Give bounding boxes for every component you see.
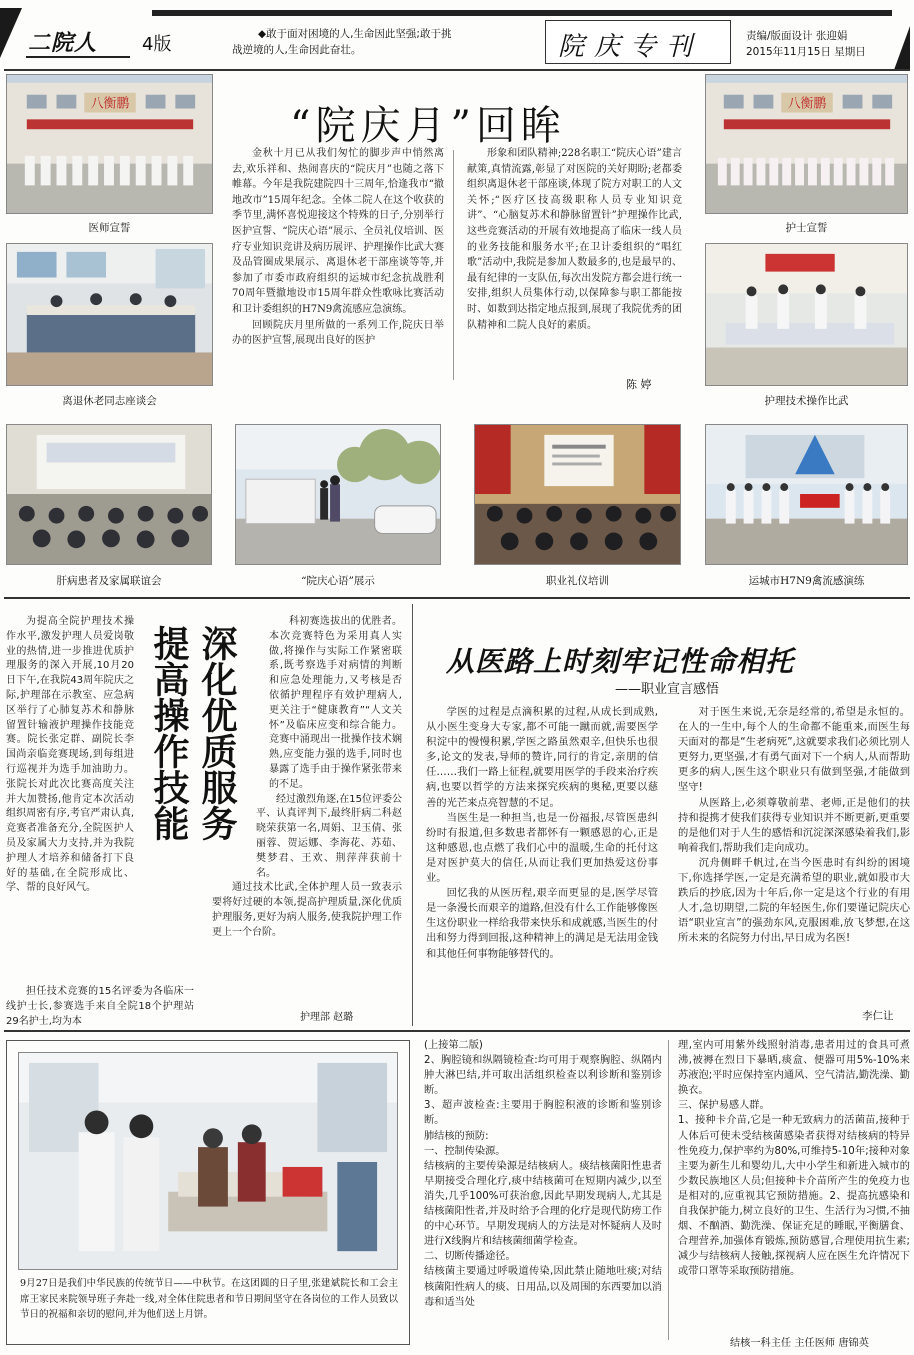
- tb-divider: [668, 1040, 669, 1340]
- caption-etiquette-training: 职业礼仪培训: [546, 575, 609, 587]
- caption-retirees-meeting: 离退休老同志座谈会: [62, 395, 157, 407]
- nursing-col-2-para: 科初赛选拔出的优胜者。本次竞赛特色为采用真人实做,将操作与实际工作紧密联系,既考察选手对病情的判断和应急处理能力,又考核是否依循护理程序有效护理病人,更关注于“健康教育”“人文关怀”及临床应变和综合能力。竞赛中涌现出一批操作技术娴熟,应变能力强的选手,同时也暴露了选手由于操作紧张带来的不足。: [269, 616, 402, 790]
- tb-col-2: 理,室内可用紫外线照射消毒,患者用过的食具可煮沸,被褥在烈日下暴晒,痰盒、便器可用5%-10%来苏液泡;平时应保持室内通风、空气清洁,勤洗澡、勤换衣。 三、保护易感人群。 1、接种卡介苗,它是一种无致病力的活菌苗,接种于人体后可使未受结核菌感染者获得对结核病的特异性免疫力,保护率约为80%,可维持5-10年;接种对象主要为新生儿和婴幼儿,大中小学生和新进入城市的少数民族地区人员;但接种卡介苗所产生的免疫力也是相对的,应重视其它预防措施。2、提高抗感染和自我保护能力,树立良好的卫生、生活行为习惯,不抽烟、不酗酒、勤洗澡、保证充足的睡眠,平衡膳食、合理营养,加强体育锻炼,预防感冒,合理使用抗生素;减少与结核病人接触,探视病人应在医生允许情况下或带口罩等采取预防措施。: [678, 1040, 910, 1278]
- caption-doctor-oath: 医师宣誓: [88, 222, 131, 234]
- svg-text:八衡鹏: 八衡鹏: [90, 96, 130, 112]
- feature-col-1: [232, 146, 444, 349]
- essay-col-2-para-3: 沉舟侧畔千帆过,在当今医患时有纠纷的困境下,你选择学医,一定是充满希望的职业,就如股市大跌后的抄底,因为十年后,你一定是这个行业的有用人才,急切期望,二院的年轻医生,你们要谨记院庆心语“职业宣言”的强劲东风,克服困难,放飞梦想,在这所未来的名院努力付出,早日成为名医!: [678, 856, 910, 945]
- feature-col-1-para: 金秋十月已从我们匆忙的脚步声中悄然离去,欢乐祥和、热闹喜庆的“院庆月”也随之落下帷幕。今年是我院建院四十三周年,恰逢我市“撤地改市”15周年纪念。全体二院人在这个收获的季节里,满怀喜悦迎接这个特殊的日子,分别举行医护宣誓、“院庆心语”展示、全员礼仪培训、医疗专业知识竞讲及病历展评、护理操作比武大赛及品管圈成果展示、离退休老干部座谈等等,并参加了市委市政府组织的运城市纪念抗战胜利70周年暨撤地设市15周年群众性歌咏比赛活动和卫计委组织的H7N9禽流感应急演练。: [232, 148, 444, 315]
- nursing-author: 护理部 赵璐: [300, 1012, 354, 1023]
- feature-col-1-para-2: 回顾院庆月里所做的一系列工作,院庆日举办的医护宣誓,展现出良好的医护: [232, 319, 444, 347]
- issue-date: 2015年11月15日 星期日: [746, 46, 866, 58]
- photo-h7n9-drill: [705, 424, 908, 565]
- nursing-col-1-para: 为提高全院护理技术操作水平,激发护理人员爱岗敬业的热情,进一步推进优质护理服务的深入开展,10月20日下午,在我院43周年院庆之际,护理部在示教室、应急病区举行了心肺复苏术和静脉留置针输液护理操作技能竞赛。院长张定群、副院长李国尚亲临竞赛现场,到每组进行巡视并为选手加油助力。张院长对此次比赛高度关注并大加赞扬,他肯定本次活动组织周密有序,考官严肃认真,竞赛者准备充分,全院医护人员及家属大力支持,并为我院护理人才培养和储备打下良好的基础,在全院形成比、学、帮的良好风气。: [6, 616, 134, 894]
- feature-author: 陈 婷: [626, 378, 652, 391]
- essay-col-1: [426, 705, 658, 962]
- photo-etiquette-training: [474, 424, 681, 565]
- essay-author: 李仁让: [862, 1010, 894, 1022]
- motto-line-2: 战逆境的人,生命因此奋壮。: [232, 44, 362, 56]
- photo-hospital-voices: [235, 424, 441, 565]
- nursing-col-1-continued: [6, 985, 194, 1029]
- photo-mid-autumn-visit: [18, 1052, 398, 1270]
- nursing-headline-1: 深化优质服务: [196, 625, 238, 841]
- essay-col-1-para: 学医的过程是点滴积累的过程,从成长到成熟,从小医生变身大专家,都不可能一蹴而就,需要医学积淀中的慢慢积累,学医之路虽然艰辛,但快乐也很多,论文的发表,导师的赞许,同行的肯定,亲朋的信任……我们一路上征程,就要用医学的手段来治疗疾病,也要以哲学的方法来探究疾病的奥秘,更要以慈善的光芒来点亮智慧的不足。: [426, 706, 658, 809]
- feature-col-2-para: 形象和团队精神;228名职工“院庆心语”建言献策,真情流露,彰显了对医院的关好期盼;老都委组织离退休老干部座谈,体现了院方对职工的人文关怀;“医疗区技高级职称人员专业知识竞讲”、“心脑复苏术和静脉留置针”护理操作比武,这些竞赛活动的开展有效地提高了临床一线人员的业务技能和服务水平;在卫计委组织的“唱红歌”活动中,我院是参加人数最多的,也是最早的、最有纪律的一支队伍,每次出发院方都会进行统一安排,组织人员集体行动,以保障参与职工都能按时、如数到达指定地点报到,展现了我院优秀的团队精神和二院人良好的素质。: [467, 148, 682, 331]
- nursing-col-1: [6, 615, 134, 896]
- nursing-headline-2: 提高操作技能: [148, 625, 190, 841]
- essay-col-1-para-2: 当医生是一种担当,也是一份福报,尽管医患纠纷时有报道,但多数患者都怀有一颗感恩的心,正是这种感恩,也点燃了我们心中的温暖,生命的托付这是对医护莫大的信任,从而让我们更加热爱这份事业。: [426, 811, 658, 885]
- corner-mark-right-icon: [894, 26, 910, 70]
- photo-nursing-contest: [705, 243, 908, 386]
- caption-patient-meeting: 肝病患者及家属联谊会: [56, 575, 162, 587]
- masthead-bottom-rule: [4, 69, 910, 71]
- section-rule-2: [4, 1030, 910, 1032]
- caption-h7n9-drill: 运城市H7N9禽流感演练: [748, 575, 865, 587]
- nursing-col-1-para-2: 担任技术竞赛的15名评委为各临床一线护士长,参赛选手来自全院18个护理站29名护士,均为本: [6, 986, 194, 1027]
- editor-credit: 责编/版面设计 张迎娟: [746, 30, 848, 42]
- feature-col-2: [467, 146, 682, 333]
- feature-title: “院庆月”回眸: [290, 103, 566, 149]
- nursing-col-2-para-3: 通过技术比武,全体护理人员一致表示要将好过硬的本领,提高护理质量,深化优质护理服务,更好为病人服务,使我院护理工作更上一个台阶。: [212, 882, 402, 938]
- motto-line-1: ◆敢于面对困境的人,生命因此坚强;敢于挑: [258, 28, 452, 40]
- caption-hospital-voices: “院庆心语”展示: [301, 575, 375, 587]
- photo-doctor-oath: [6, 74, 213, 214]
- essay-subtitle: ——职业宣言感悟: [615, 682, 720, 697]
- photo-retirees-meeting: [6, 243, 213, 386]
- essay-col-2-para-2: 从医路上,必须尊敬前辈、老师,正是他们的扶持和提携才使我们获得专业知识并不断更新,更重要的是他们对于人生的感悟和沉淀深深感染着我们,影响着我们,帮助我们走向成功。: [678, 796, 910, 854]
- essay-title: 从医路上时刻牢记性命相托: [446, 645, 795, 678]
- tb-author: 结核一科主任 主任医师 唐锦英: [730, 1338, 869, 1349]
- caption-nurse-oath: 护士宣誓: [785, 222, 828, 234]
- feature-divider: [453, 150, 454, 380]
- photo-nurse-oath: [705, 74, 908, 214]
- caption-nursing-contest: 护理技术操作比武: [764, 395, 849, 407]
- paper-name: 二院人: [28, 30, 98, 56]
- essay-col-1-para-3: 回忆我的从医历程,艰辛而更显的是,医学尽管是一条漫长而艰辛的道路,但没有什么工作能够像医生这份职业一样给我带来快乐和成就感,当医生的付出和努力得到回报,这种精神上的满足是无法用金钱和其他任何事物能够替代的。: [426, 887, 658, 960]
- corner-mark-icon: [0, 8, 22, 58]
- tb-col-1: (上接第二版) 2、胸腔镜和纵隔镜检查:均可用于观察胸腔、纵隔内肿大淋巴结,并可取出活组织检查以利诊断和鉴别诊断。 3、超声波检查:主要用于胸腔积液的诊断和鉴别诊断。 肺结核的预防: 一、控制传染源。 结核病的主要传染源是结核病人。痰结核菌阳性患者早期接受合理化疗,痰中结核菌可在短期内减少,以至消失,几乎100%可获治愈,因此早期发现病人,尤其是结核菌阳性者,并及时给予合理的化疗是现代防痨工作的中心环节。早期发现病人的方法是对怀疑病人及时进行X线胸片和结核菌细菌学检查。 二、切断传播途径。 结核菌主要通过呼吸道传染,因此禁止随地吐痰;对结核菌阳性病人的痰、日用品,以及周围的东西要加以消毒和适当处: [424, 1040, 662, 1308]
- masthead-rule-left: [26, 56, 130, 58]
- essay-col-2: [678, 705, 910, 947]
- masthead: [0, 0, 914, 72]
- nursing-col-2: [212, 615, 402, 941]
- edition-label: 4版: [142, 34, 172, 55]
- svg-text:八衡鹏: 八衡鹏: [787, 96, 827, 112]
- mid-autumn-caption: 9月27日是我们中华民族的传统节日——中秋节。在这团圆的日子里,张建斌院长和工会主席王家民来院领导班子奔赴一线,对全体住院患者和节日期间坚守在各岗位的工作人员致以节日的祝福和亲切的慰问,并为他们送上月饼。: [20, 1278, 398, 1321]
- masthead-top-rule: [152, 10, 892, 16]
- column-title: 院庆专刊: [558, 32, 703, 62]
- mid-divider: [412, 604, 413, 1026]
- essay-col-2-para: 对于医生来说,无奈是经常的,希望是永恒的。在人的一生中,每个人的生命都不能重来,而医生每天面对的都是“生老病死”,这就要求我们必须比别人更努力,更坚强,才有勇气面对下一个病人,从而帮助更多的病人,医生这个职业只有做到坚强,才能做到坚守!: [678, 706, 910, 794]
- nursing-col-2-para-2: 经过激烈角逐,在15位评委公平、认真评判下,最终肝病二科赵晓荣获第一名,周娟、卫玉倩、张丽蓉、贺运娜、李海花、苏茹、樊梦君、王欢、荆萍萍获前十名。: [256, 793, 402, 879]
- photo-patient-meeting: [6, 424, 212, 565]
- section-rule-1: [4, 597, 910, 599]
